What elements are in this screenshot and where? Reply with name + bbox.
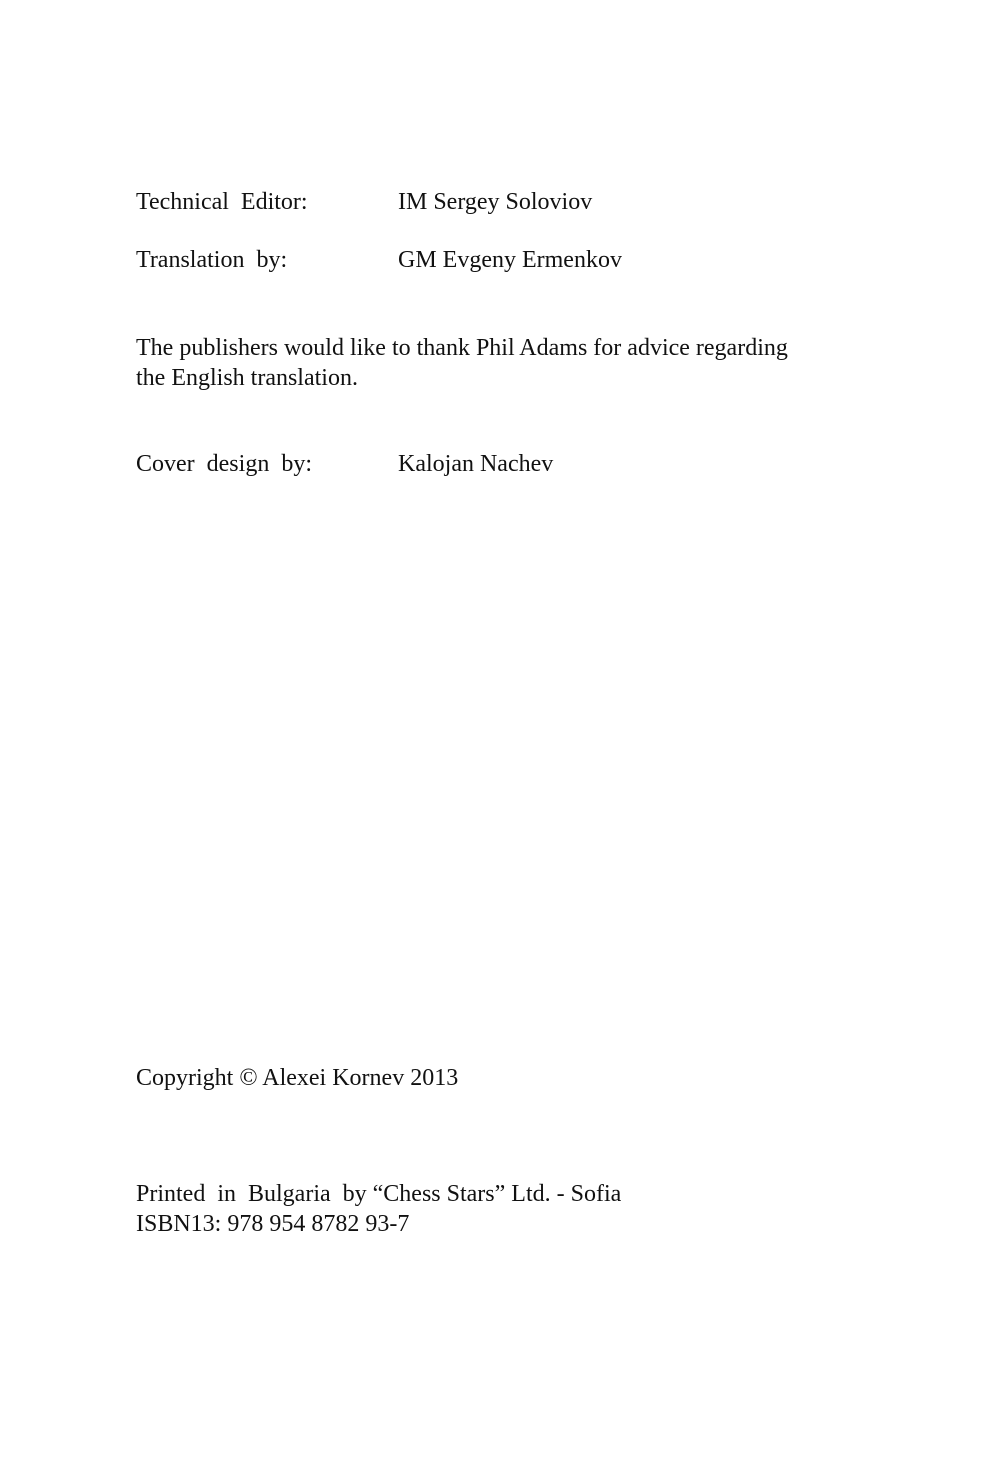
credit-cover-design <box>136 449 896 479</box>
credit-value: GM Evgeny Ermenkov <box>398 247 622 273</box>
acknowledgement-paragraph <box>136 333 896 393</box>
printing-info <box>136 1179 896 1239</box>
credit-technical-editor <box>136 187 896 217</box>
credit-translation <box>136 245 896 275</box>
credit-label: Translation by: <box>136 247 288 273</box>
copyright-notice: Copyright © Alexei Kornev 2013 <box>136 1065 459 1091</box>
credit-label: Cover design by: <box>136 451 312 477</box>
credit-value: IM Sergey Soloviov <box>398 189 593 215</box>
acknowledgement-line-1: The publishers would like to thank Phil Adams for advice regarding <box>136 335 788 361</box>
credit-value: Kalojan Nachev <box>398 451 554 477</box>
printed-line: Printed in Bulgaria by “Chess Stars” Ltd. - Sofia <box>136 1181 622 1207</box>
isbn-line: ISBN13: 978 954 8782 93-7 <box>136 1211 410 1237</box>
acknowledgement-line-2: the English translation. <box>136 365 358 391</box>
credit-label: Technical Editor: <box>136 189 308 215</box>
